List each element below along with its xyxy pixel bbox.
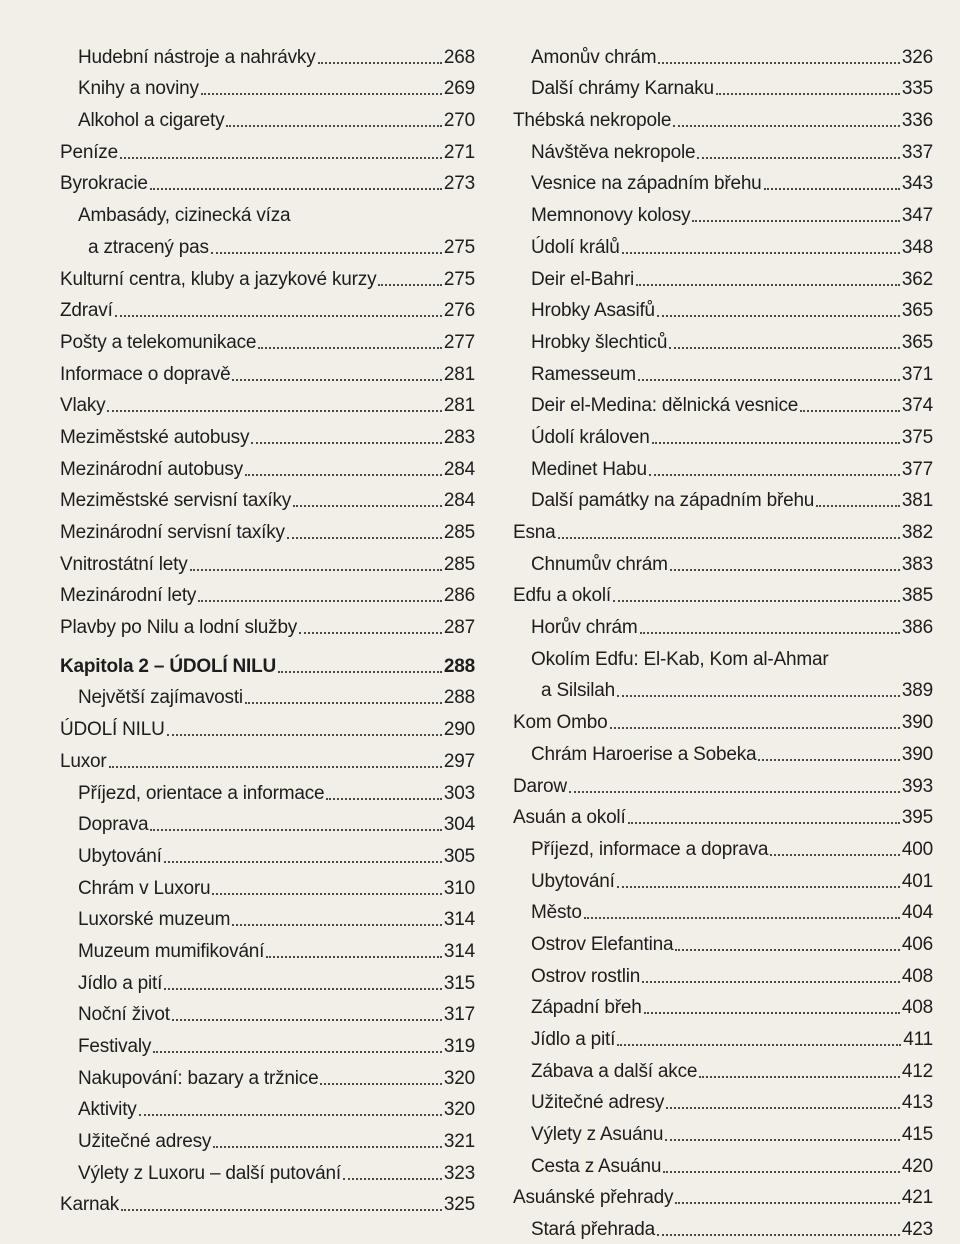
toc-entry-title: Festivaly xyxy=(78,1036,152,1057)
toc-page-number: 320 xyxy=(443,1099,475,1121)
toc-entry-title: Největší zajímavosti xyxy=(78,687,243,709)
toc-leader-dots xyxy=(636,284,900,286)
toc-leader-dots xyxy=(816,505,900,507)
toc-leader-dots xyxy=(758,759,899,761)
toc-page-number: 297 xyxy=(443,750,475,772)
toc-entry-title: Kom Ombo xyxy=(513,712,608,734)
toc-entry-title: Vesnice na západním břehu xyxy=(531,173,762,195)
toc-page-number: 389 xyxy=(901,680,933,702)
toc-page-number: 277 xyxy=(443,331,475,353)
toc-entry xyxy=(513,40,933,72)
toc-leader-dots xyxy=(198,600,442,602)
toc-entry-title: Meziměstské autobusy xyxy=(60,426,250,448)
toc-leader-dots xyxy=(692,220,899,222)
toc-entry xyxy=(60,681,475,713)
toc-entry-title: Jídlo a pití xyxy=(531,1029,616,1050)
toc-page-number: 413 xyxy=(901,1092,933,1114)
toc-entry xyxy=(513,325,933,357)
toc-leader-dots xyxy=(584,917,900,919)
toc-page-number: 347 xyxy=(901,205,933,227)
toc-leader-dots xyxy=(622,252,900,254)
toc-entry-title: Město xyxy=(531,902,582,924)
toc-entry-title: Ambasády, cizinecká víza xyxy=(78,205,291,227)
toc-entry xyxy=(60,744,475,776)
toc-entry xyxy=(513,515,933,547)
toc-entry-title: Medinet Habu xyxy=(531,458,647,480)
toc-page-number: 395 xyxy=(901,807,933,829)
toc-entry xyxy=(513,991,933,1023)
toc-entry xyxy=(60,1029,475,1061)
toc-leader-dots xyxy=(153,1051,442,1053)
toc-entry xyxy=(60,230,475,262)
toc-entry xyxy=(60,934,475,966)
toc-page-number: 288 xyxy=(443,687,475,709)
toc-leader-dots xyxy=(640,632,900,634)
toc-page-number: 275 xyxy=(443,236,475,258)
toc-entry-title: Další chrámy Karnaku xyxy=(531,78,714,100)
toc-leader-dots xyxy=(326,798,441,800)
toc-page-number: 382 xyxy=(901,522,933,543)
toc-leader-dots xyxy=(299,632,442,634)
toc-page-number: 408 xyxy=(901,965,933,987)
toc-entry-title: Noční život xyxy=(78,1004,170,1026)
toc-page-number: 404 xyxy=(901,902,933,924)
toc-page-number: 314 xyxy=(443,940,475,962)
toc-entry-title: Cesta z Asuánu xyxy=(531,1155,662,1177)
toc-leader-dots xyxy=(258,347,442,349)
toc-leader-dots xyxy=(232,924,442,926)
toc-entry-title: ÚDOLÍ NILU xyxy=(60,719,165,741)
toc-entry-title: Pošty a telekomunikace xyxy=(60,331,257,353)
toc-page-number: 343 xyxy=(901,173,933,195)
toc-leader-dots xyxy=(320,1083,441,1085)
toc-leader-dots xyxy=(226,125,442,127)
toc-leader-dots xyxy=(287,537,442,539)
toc-entry-title: Západní břeh xyxy=(531,997,642,1019)
toc-leader-dots xyxy=(213,1146,442,1148)
toc-entry-title: Návštěva nekropole xyxy=(531,141,696,163)
toc-entry xyxy=(60,712,475,744)
toc-entry-title: a Silsilah xyxy=(541,680,616,702)
toc-entry-title: Hrobky šlechticů xyxy=(531,331,668,353)
toc-entry xyxy=(60,998,475,1030)
toc-page-number: 317 xyxy=(443,1004,475,1026)
toc-entry-title: Darow xyxy=(513,775,567,797)
toc-leader-dots xyxy=(115,315,442,317)
toc-page-number: 281 xyxy=(443,363,475,385)
toc-entry-title: Vnitrostátní lety xyxy=(60,553,188,575)
toc-page-number: 271 xyxy=(443,141,475,163)
toc-entry xyxy=(60,167,475,199)
toc-entry xyxy=(513,610,933,642)
toc-leader-dots xyxy=(657,1234,900,1236)
toc-page-number: 269 xyxy=(443,78,475,100)
toc-leader-dots xyxy=(613,600,900,602)
toc-page-number: 383 xyxy=(901,553,933,575)
toc-entry-title: Asuán a okolí xyxy=(513,807,626,829)
toc-entry-title: Luxor xyxy=(60,750,107,772)
toc-leader-dots xyxy=(245,702,442,704)
toc-entry xyxy=(513,769,933,801)
toc-leader-dots xyxy=(150,829,441,831)
toc-entry xyxy=(60,135,475,167)
toc-leader-dots xyxy=(150,188,442,190)
toc-entry-title: Deir el-Medina: dělnická vesnice xyxy=(531,395,799,417)
toc-page-number: 411 xyxy=(903,1029,933,1050)
toc-entry-title: Užitečné adresy xyxy=(531,1092,665,1114)
toc-page-number: 406 xyxy=(901,933,933,955)
toc-entry xyxy=(60,484,475,516)
toc-entry xyxy=(60,1156,475,1188)
toc-leader-dots xyxy=(109,766,442,768)
toc-entry-title: Výlety z Asuánu xyxy=(531,1124,664,1146)
toc-entry xyxy=(513,1117,933,1149)
toc-page-number: 283 xyxy=(443,426,475,448)
toc-page-number: 337 xyxy=(901,141,933,163)
toc-entry-title: Plavby po Nilu a lodní služby xyxy=(60,617,298,639)
toc-entry xyxy=(60,325,475,357)
toc-entry xyxy=(513,389,933,421)
toc-entry-title: Mezinárodní autobusy xyxy=(60,458,243,480)
toc-entry-title: Luxorské muzeum xyxy=(78,909,231,931)
toc-entry xyxy=(513,1022,933,1054)
toc-entry xyxy=(60,420,475,452)
toc-entry xyxy=(60,452,475,484)
toc-entry xyxy=(60,103,475,135)
toc-entry xyxy=(513,959,933,991)
toc-page-number: 365 xyxy=(901,331,933,353)
toc-entry xyxy=(513,642,933,674)
toc-entry-title: Chnumův chrám xyxy=(531,553,668,575)
toc-leader-dots xyxy=(617,886,900,888)
toc-entry-title: Kulturní centra, kluby a jazykové kurzy xyxy=(60,268,377,290)
toc-page-number: 393 xyxy=(901,775,933,797)
toc-entry-title: Hudební nástroje a nahrávky xyxy=(78,46,316,68)
toc-leader-dots xyxy=(167,734,442,736)
toc-page-number: 420 xyxy=(901,1155,933,1177)
toc-entry-title: Další památky na západním břehu xyxy=(531,490,815,512)
toc-page-number: 400 xyxy=(901,838,933,860)
toc-entry-title: Thébská nekropole xyxy=(513,110,672,132)
toc-entry xyxy=(513,167,933,199)
toc-entry-title: Kapitola 2 – ÚDOLÍ NILU xyxy=(60,655,277,677)
toc-entry xyxy=(60,649,475,681)
toc-entry xyxy=(513,1086,933,1118)
toc-entry xyxy=(513,674,933,706)
toc-entry-title: Muzeum mumifikování xyxy=(78,940,265,962)
toc-leader-dots xyxy=(293,505,442,507)
toc-entry-title: Byrokracie xyxy=(60,173,148,195)
toc-leader-dots xyxy=(663,1171,900,1173)
toc-entry-title: Zdraví xyxy=(60,300,113,322)
toc-entry-title: Amonův chrám xyxy=(531,46,657,68)
toc-page-number: 365 xyxy=(901,300,933,322)
toc-leader-dots xyxy=(665,1139,900,1141)
toc-leader-dots xyxy=(673,125,900,127)
toc-leader-dots xyxy=(211,252,442,254)
toc-entry xyxy=(513,1149,933,1181)
toc-leader-dots xyxy=(644,1012,900,1014)
toc-leader-dots xyxy=(617,695,900,697)
toc-page-number: 375 xyxy=(901,426,933,448)
toc-leader-dots xyxy=(770,854,900,856)
toc-page-number: 325 xyxy=(443,1194,475,1216)
toc-entry xyxy=(513,72,933,104)
toc-entry xyxy=(60,1061,475,1093)
toc-page-number: 276 xyxy=(443,300,475,322)
toc-entry xyxy=(513,896,933,928)
toc-page-number: 421 xyxy=(901,1187,933,1209)
toc-entry-title: Příjezd, orientace a informace xyxy=(78,782,325,804)
toc-page-number: 381 xyxy=(901,490,933,512)
toc-entry xyxy=(60,515,475,547)
toc-page-number: 287 xyxy=(443,617,475,639)
toc-entry-title: Esna xyxy=(513,522,556,543)
toc-page-number: 285 xyxy=(443,522,475,543)
toc-entry-title: Knihy a noviny xyxy=(78,78,199,100)
toc-left-column xyxy=(60,40,475,1219)
toc-page-number: 321 xyxy=(443,1131,475,1153)
toc-leader-dots xyxy=(172,1019,442,1021)
toc-entry xyxy=(60,1188,475,1220)
toc-entry-title: Mezinárodní lety xyxy=(60,585,197,607)
toc-leader-dots xyxy=(649,474,900,476)
toc-entry xyxy=(513,484,933,516)
toc-leader-dots xyxy=(716,93,900,95)
toc-page-number: 326 xyxy=(901,46,933,68)
toc-page-number: 284 xyxy=(443,458,475,480)
toc-entry-title: Meziměstské servisní taxíky xyxy=(60,490,292,512)
toc-page-number: 314 xyxy=(443,909,475,931)
toc-page-number: 374 xyxy=(901,395,933,417)
toc-entry xyxy=(60,389,475,421)
toc-leader-dots xyxy=(657,315,900,317)
toc-entry xyxy=(513,357,933,389)
toc-page-number: 408 xyxy=(901,997,933,1019)
toc-entry xyxy=(60,579,475,611)
toc-entry-title: Ubytování xyxy=(78,845,162,867)
toc-page-number: 371 xyxy=(901,363,933,385)
toc-entry xyxy=(513,547,933,579)
toc-leader-dots xyxy=(251,442,442,444)
toc-entry-title: Údolí královen xyxy=(531,426,650,448)
toc-page-number: 348 xyxy=(901,236,933,258)
toc-entry xyxy=(60,808,475,840)
toc-entry-title: Doprava xyxy=(78,814,149,836)
toc-entry xyxy=(60,72,475,104)
toc-page-number: 362 xyxy=(901,268,933,290)
toc-page-number: 401 xyxy=(901,870,933,892)
toc-entry xyxy=(60,40,475,72)
toc-entry-title: Horův chrám xyxy=(531,617,638,639)
toc-entry-title: Alkohol a cigarety xyxy=(78,110,225,132)
toc-entry xyxy=(60,294,475,326)
toc-entry-title: Údolí králů xyxy=(531,236,620,258)
toc-entry-title: Hrobky Asasifů xyxy=(531,300,655,322)
toc-leader-dots xyxy=(232,379,441,381)
toc-entry-title: Výlety z Luxoru – další putování xyxy=(78,1162,341,1184)
toc-entry xyxy=(60,903,475,935)
toc-entry xyxy=(60,610,475,642)
toc-page-number: 336 xyxy=(901,110,933,132)
toc-entry xyxy=(513,230,933,262)
toc-entry xyxy=(513,705,933,737)
toc-leader-dots xyxy=(697,157,900,159)
toc-entry-title: Ostrov Elefantina xyxy=(531,933,674,955)
toc-page-number: 377 xyxy=(901,458,933,480)
toc-entry-title: Ramesseum xyxy=(531,363,636,385)
toc-entry-title: Ubytování xyxy=(531,870,615,892)
toc-leader-dots xyxy=(666,1107,900,1109)
toc-leader-dots xyxy=(245,474,442,476)
toc-entry xyxy=(60,776,475,808)
toc-entry-title: Chrám Haroerise a Sobeka xyxy=(531,743,757,765)
toc-entry xyxy=(513,927,933,959)
toc-page-number: 303 xyxy=(443,782,475,804)
toc-leader-dots xyxy=(675,1202,900,1204)
toc-leader-dots xyxy=(266,956,442,958)
toc-leader-dots xyxy=(638,379,900,381)
toc-leader-dots xyxy=(164,988,442,990)
toc-entry xyxy=(60,1093,475,1125)
toc-leader-dots xyxy=(652,442,900,444)
toc-leader-dots xyxy=(343,1178,442,1180)
toc-entry xyxy=(60,871,475,903)
toc-entry-title: a ztracený pas xyxy=(88,236,209,258)
toc-leader-dots xyxy=(610,727,900,729)
toc-entry xyxy=(513,135,933,167)
toc-entry-title: Chrám v Luxoru xyxy=(78,877,211,899)
toc-leader-dots xyxy=(212,893,442,895)
toc-entry-title: Nakupování: bazary a tržnice xyxy=(78,1067,319,1089)
toc-entry xyxy=(513,420,933,452)
toc-page-number: 415 xyxy=(901,1124,933,1146)
toc-page-number: 386 xyxy=(901,617,933,639)
toc-leader-dots xyxy=(139,1114,442,1116)
toc-page-number: 390 xyxy=(901,712,933,734)
toc-entry-title: Peníze xyxy=(60,141,118,163)
toc-entry xyxy=(513,1181,933,1213)
toc-entry xyxy=(513,864,933,896)
toc-entry-title: Informace o dopravě xyxy=(60,363,231,385)
toc-entry-title: Jídlo a pití xyxy=(78,972,163,994)
toc-entry xyxy=(513,103,933,135)
toc-page-number: 335 xyxy=(901,78,933,100)
toc-entry-title: Memnonovy kolosy xyxy=(531,205,691,227)
toc-entry xyxy=(513,262,933,294)
toc-entry xyxy=(60,547,475,579)
toc-page-number: 275 xyxy=(443,268,475,290)
toc-entry-title: Okolím Edfu: El-Kab, Kom al-Ahmar xyxy=(531,648,829,670)
toc-entry-title: Ostrov rostlin xyxy=(531,965,641,987)
toc-leader-dots xyxy=(121,1209,442,1211)
toc-entry xyxy=(60,262,475,294)
toc-leader-dots xyxy=(642,981,900,983)
toc-entry-title: Deir el-Bahri xyxy=(531,268,634,290)
toc-entry xyxy=(513,1054,933,1086)
toc-entry xyxy=(513,294,933,326)
toc-page-number: 285 xyxy=(443,553,475,575)
toc-leader-dots xyxy=(617,1044,901,1046)
toc-leader-dots xyxy=(558,537,900,539)
toc-page-number: 286 xyxy=(443,585,475,607)
toc-leader-dots xyxy=(699,1076,900,1078)
toc-page-number: 319 xyxy=(443,1036,475,1057)
toc-page-number: 323 xyxy=(443,1162,475,1184)
toc-page-number: 390 xyxy=(901,743,933,765)
toc-leader-dots xyxy=(800,410,900,412)
toc-entry xyxy=(513,801,933,833)
toc-entry xyxy=(513,832,933,864)
toc-leader-dots xyxy=(107,410,441,412)
toc-entry xyxy=(60,1124,475,1156)
toc-entry-title: Asuánské přehrady xyxy=(513,1187,674,1209)
toc-entry xyxy=(60,966,475,998)
toc-page-number: 268 xyxy=(443,46,475,68)
toc-leader-dots xyxy=(764,188,900,190)
toc-entry-title: Mezinárodní servisní taxíky xyxy=(60,522,285,543)
toc-leader-dots xyxy=(569,791,900,793)
toc-page-number: 305 xyxy=(443,845,475,867)
toc-entry xyxy=(513,1212,933,1244)
toc-entry-title: Stará přehrada xyxy=(531,1219,655,1241)
toc-leader-dots xyxy=(669,347,900,349)
toc-entry-title: Užitečné adresy xyxy=(78,1131,212,1153)
toc-page-number: 310 xyxy=(443,877,475,899)
toc-entry xyxy=(513,737,933,769)
toc-page-number: 273 xyxy=(443,173,475,195)
toc-leader-dots xyxy=(670,569,900,571)
toc-entry xyxy=(513,452,933,484)
toc-leader-dots xyxy=(658,62,900,64)
toc-leader-dots xyxy=(628,822,900,824)
toc-leader-dots xyxy=(201,93,442,95)
toc-leader-dots xyxy=(164,861,442,863)
toc-entry-title: Vlaky xyxy=(60,395,106,417)
toc-page-number: 315 xyxy=(443,972,475,994)
toc-page-number: 288 xyxy=(443,655,475,677)
toc-entry-title: Edfu a okolí xyxy=(513,585,611,607)
toc-page-number: 270 xyxy=(443,110,475,132)
toc-entry-title: Aktivity xyxy=(78,1099,137,1121)
toc-page-number: 290 xyxy=(443,719,475,741)
toc-page-number: 412 xyxy=(901,1060,933,1082)
toc-leader-dots xyxy=(318,62,442,64)
toc-right-column xyxy=(513,40,933,1244)
toc-page-number: 423 xyxy=(901,1219,933,1241)
toc-leader-dots xyxy=(120,157,442,159)
toc-entry xyxy=(60,839,475,871)
toc-page-number: 320 xyxy=(443,1067,475,1089)
toc-page-number: 284 xyxy=(443,490,475,512)
toc-leader-dots xyxy=(278,671,442,673)
toc-entry xyxy=(513,579,933,611)
toc-entry xyxy=(60,357,475,389)
toc-page-number: 304 xyxy=(443,814,475,836)
toc-page-number: 281 xyxy=(443,395,475,417)
toc-leader-dots xyxy=(190,569,442,571)
toc-leader-dots xyxy=(675,949,900,951)
toc-entry-title: Příjezd, informace a doprava xyxy=(531,838,769,860)
toc-entry xyxy=(513,198,933,230)
toc-leader-dots xyxy=(378,284,441,286)
toc-entry-title: Zábava a další akce xyxy=(531,1060,698,1082)
toc-entry xyxy=(60,198,475,230)
toc-page-number: 385 xyxy=(901,585,933,607)
toc-entry-title: Karnak xyxy=(60,1194,120,1216)
